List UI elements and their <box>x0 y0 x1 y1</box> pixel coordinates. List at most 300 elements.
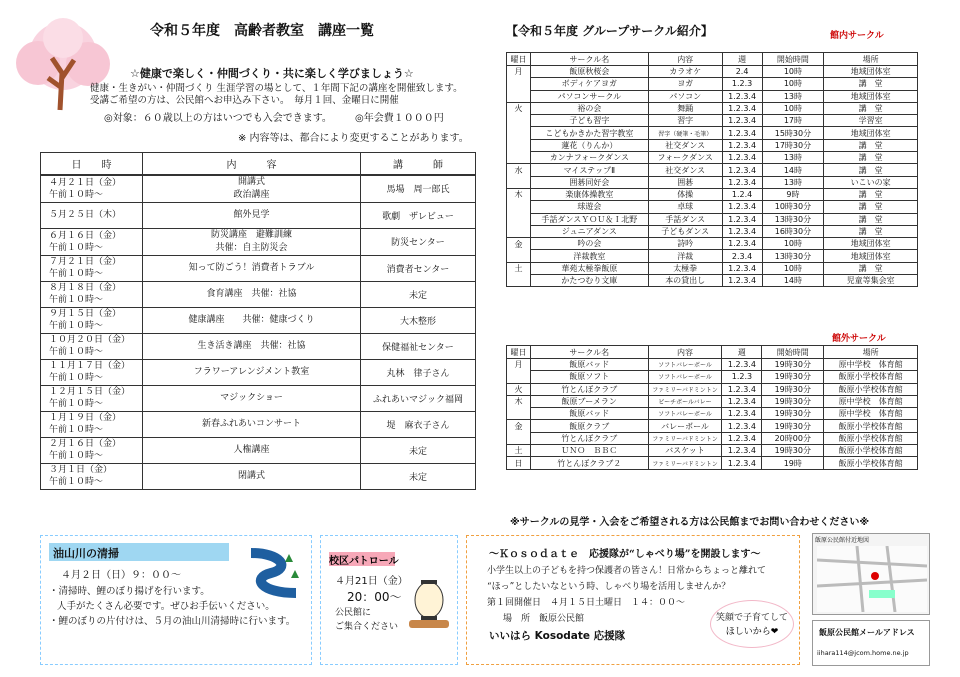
circle-place: 地域団体室 <box>824 127 918 139</box>
circle-place: 講 堂 <box>824 188 918 200</box>
slogan: ☆健康で楽しく・仲間づくり・共に楽しく学びましょう☆ <box>130 67 414 80</box>
page-title: 令和５年度 高齢者教室 講座一覧 <box>150 23 374 39</box>
circle-content: ソフトバレーボール <box>648 359 722 371</box>
circle-place: 地域団体室 <box>824 238 918 250</box>
circle-week: 1.2.3.4 <box>722 102 762 114</box>
circle-name: 飯原秋桜会 <box>530 66 648 78</box>
circle-start: 19時30分 <box>762 445 824 457</box>
circle-name: 飯原バッド <box>530 408 648 420</box>
circle-content: 社交ダンス <box>648 164 722 176</box>
circle-header: 曜日 <box>507 346 531 359</box>
circle-place: 飯原小学校体育館 <box>824 371 918 383</box>
circle-content: 洋裁 <box>648 250 722 262</box>
circle-place: 講 堂 <box>824 213 918 225</box>
circle-week: 2.4 <box>722 66 762 78</box>
circle-week: 1.2.3.4 <box>722 420 762 432</box>
kosodate-title: ～Ｋｏｓｏｄａｔｅ 応援隊が“しゃべり場”を開設します～ <box>489 549 761 560</box>
circle-content: 太極拳 <box>648 262 722 274</box>
circle-header: 場所 <box>824 346 918 359</box>
circle-row <box>507 201 918 213</box>
circle-content: パソコン <box>648 90 722 102</box>
circle-place: 講 堂 <box>824 164 918 176</box>
circle-start: 17時30分 <box>762 139 824 151</box>
lecture-content: 人権講座 <box>143 437 361 463</box>
river-line-1: ・清掃時、鯉のぼり揚げを行います。 <box>49 586 210 597</box>
lecture-time: 午前１０時～ <box>49 399 104 409</box>
circle-place: 地域団体室 <box>824 66 918 78</box>
circle-start: 14時 <box>762 275 824 287</box>
circle-start: 19時30分 <box>762 371 824 383</box>
river-line-2: 人手がたくさん必要です。ぜひお手伝いください。 <box>57 601 275 612</box>
circle-row <box>507 102 918 114</box>
lecture-teacher: 未定 <box>361 281 476 307</box>
circle-row <box>507 432 918 444</box>
circle-week: 1.2.3.4 <box>722 201 762 213</box>
circle-content: ソフトバレーボール <box>648 371 722 383</box>
circle-name: 竹とんぼクラブ２ <box>530 457 648 469</box>
circle-start: 17時 <box>762 115 824 127</box>
lecture-content: 食育講座 共催：社協 <box>143 281 361 307</box>
inside-circle-table <box>506 52 918 287</box>
circle-start: 20時00分 <box>762 432 824 444</box>
lecture-date: １０月２０日（金） <box>49 335 131 345</box>
circle-row <box>507 127 918 139</box>
circle-start: 19時30分 <box>762 383 824 395</box>
kosodate-line-3: 第１回開催日 ４月１５日土曜日 １４：００～ <box>487 598 686 608</box>
circle-day: 木 <box>507 395 531 407</box>
lecture-date-cell <box>41 175 143 203</box>
circle-name: 蓮花（りんか） <box>530 139 648 151</box>
patrol-line-2: ご集合ください <box>335 622 399 632</box>
circle-content: ソフトバレーボール <box>648 408 722 420</box>
circle-week: 1.2.3.4 <box>722 115 762 127</box>
circle-row <box>507 383 918 395</box>
lecture-teacher: 未定 <box>361 437 476 463</box>
circle-place: 講 堂 <box>824 139 918 151</box>
circle-row <box>507 78 918 90</box>
circle-week: 1.2.3.4 <box>722 457 762 469</box>
patrol-date: ４月21日（金） <box>335 576 408 587</box>
circle-start: 10時 <box>762 238 824 250</box>
circle-name: 飯原バッド <box>530 359 648 371</box>
lecture-content: 生き活き講座 共催：社協 <box>143 333 361 359</box>
circle-name: 子ども習字 <box>530 115 648 127</box>
circle-day: 月 <box>507 66 531 78</box>
circle-start: 14時 <box>762 164 824 176</box>
circle-content: 習字 <box>648 115 722 127</box>
circle-header: サークル名 <box>530 53 648 66</box>
lecture-row <box>41 281 476 307</box>
circle-week: 1.2.3.4 <box>722 445 762 457</box>
circle-content: 子どもダンス <box>648 225 722 237</box>
circle-row <box>507 225 918 237</box>
circle-week: 1.2.3.4 <box>722 127 762 139</box>
lecture-row <box>41 307 476 333</box>
lecture-row <box>41 385 476 411</box>
circle-header: 週 <box>722 53 762 66</box>
circle-place: 講 堂 <box>824 225 918 237</box>
circle-row <box>507 250 918 262</box>
circle-start: 15時30分 <box>762 127 824 139</box>
circle-row <box>507 457 918 469</box>
circle-day: 水 <box>507 164 531 176</box>
circle-content: ファミリーバドミントン <box>648 457 722 469</box>
circle-day: 日 <box>507 457 531 469</box>
kosodate-line-4: 場 所 飯原公民館 <box>503 614 585 624</box>
circle-day <box>507 139 531 151</box>
circle-name: 飯原ブーメラン <box>530 395 648 407</box>
lecture-date-cell <box>41 359 143 385</box>
patrol-time: 20：00～ <box>347 590 402 604</box>
circle-name: 手話ダンスＹＯＵ＆Ｉ北野 <box>530 213 648 225</box>
circle-week: 1.2.3.4 <box>722 262 762 274</box>
circle-content: 社交ダンス <box>648 139 722 151</box>
lecture-date-cell <box>41 202 143 228</box>
circle-place: 講 堂 <box>824 262 918 274</box>
col-teacher: 講 師 <box>361 153 476 175</box>
lecture-row <box>41 202 476 228</box>
circle-name: 華苑太極拳飯原 <box>530 262 648 274</box>
circle-name: 裕の会 <box>530 102 648 114</box>
kosodate-line-2: “ほっ”としたいなという時、しゃべり場を活用しませんか？ <box>487 582 731 592</box>
circle-start: 10時 <box>762 66 824 78</box>
lecture-time: 午前１０時～ <box>49 425 104 435</box>
circle-start: 9時 <box>762 188 824 200</box>
circle-place: 飯原小学校体育館 <box>824 432 918 444</box>
circle-day: 火 <box>507 383 531 395</box>
circle-place: いこいの家 <box>824 176 918 188</box>
lecture-date: ６月１６日（金） <box>49 230 122 241</box>
circle-start: 19時30分 <box>762 359 824 371</box>
contact-label: 飯原公民館メールアドレス <box>819 628 915 637</box>
circle-header: サークル名 <box>530 346 648 359</box>
patrol-box <box>320 535 458 665</box>
lecture-date-cell <box>41 333 143 359</box>
lecture-content: 防災講座 避難訓練 共催：自主防災会 <box>143 228 361 255</box>
circle-title: 【令和５年度 グループサークル紹介】 <box>506 24 713 38</box>
circle-content: ファミリーバドミントン <box>648 383 722 395</box>
lecture-date: １１月１７日（金） <box>49 361 131 371</box>
circle-day: 金 <box>507 420 531 432</box>
circle-name: 吟の会 <box>530 238 648 250</box>
circle-week: 1.2.3.4 <box>722 383 762 395</box>
circle-content: 体操 <box>648 188 722 200</box>
river-cleanup-box <box>40 535 312 665</box>
river-details <box>49 584 295 629</box>
circle-content: 本の貸出し <box>648 275 722 287</box>
lecture-time: 午前１０時～ <box>49 189 104 200</box>
circle-row <box>507 115 918 127</box>
lecture-teacher: 歌劇 ザレビュー <box>361 202 476 228</box>
circle-place: 飯原小学校体育館 <box>824 445 918 457</box>
lecture-time: 午前１０時～ <box>49 269 104 279</box>
circle-place: 飯原小学校体育館 <box>824 420 918 432</box>
circle-place: 講 堂 <box>824 102 918 114</box>
circle-week: 1.2.3.4 <box>722 164 762 176</box>
lecture-teacher: 堤 麻衣子さん <box>361 411 476 437</box>
circle-week: 1.2.3.4 <box>722 90 762 102</box>
circle-row <box>507 408 918 420</box>
circle-week: 1.2.3.4 <box>722 139 762 151</box>
lecture-time: 午前１０時～ <box>49 373 104 383</box>
circle-name: マイステップⅡ <box>530 164 648 176</box>
speech-bubble <box>710 600 794 648</box>
patrol-title: 校区パトロール <box>329 556 399 567</box>
circle-row <box>507 188 918 200</box>
lecture-date-cell <box>41 463 143 489</box>
circle-week: 1.2.3.4 <box>722 176 762 188</box>
outside-circle-label: 館外サークル <box>832 334 886 344</box>
bubble-line-2: ほしいから❤ <box>725 627 779 637</box>
contact-email: iihara114@jcom.home.ne.jp <box>817 649 909 657</box>
circle-content: 手話ダンス <box>648 213 722 225</box>
lecture-date: ２月１６日（金） <box>49 439 122 449</box>
lecture-time: 午前１０時～ <box>49 242 104 253</box>
circle-header: 週 <box>722 346 762 359</box>
circle-row <box>507 359 918 371</box>
circle-header: 開始時間 <box>762 346 824 359</box>
map-label: 飯原公民館付近地図 <box>815 537 870 544</box>
circle-day <box>507 201 531 213</box>
circle-name: 楽康体操教室 <box>530 188 648 200</box>
circle-week: 1.2.3.4 <box>722 275 762 287</box>
lecture-table <box>40 152 476 490</box>
circle-day: 月 <box>507 359 531 371</box>
map-icon <box>817 546 927 612</box>
circle-day <box>507 371 531 383</box>
circle-row <box>507 445 918 457</box>
circle-place: 児童等集会室 <box>824 275 918 287</box>
circle-place: 地域団体室 <box>824 250 918 262</box>
circle-name: カンナフォークダンス <box>530 152 648 164</box>
circle-name: 竹とんぼクラブ <box>530 432 648 444</box>
circle-start: 13時 <box>762 152 824 164</box>
intro <box>90 83 490 107</box>
lecture-content: 館外見学 <box>143 202 361 228</box>
circle-row <box>507 395 918 407</box>
circle-content: ファミリーバドミントン <box>648 432 722 444</box>
change-note: ※ 内容等は、都合により変更することがあります。 <box>238 133 469 144</box>
circle-place: 飯原小学校体育館 <box>824 457 918 469</box>
river-line-3: ・鯉のぼりの片付けは、５月の油山川清掃時に行います。 <box>49 616 296 627</box>
circle-day: 土 <box>507 445 531 457</box>
circle-start: 13時 <box>762 90 824 102</box>
circle-place: 飯原小学校体育館 <box>824 383 918 395</box>
patrol-details <box>335 606 398 634</box>
circle-week: 1.2.3.4 <box>722 152 762 164</box>
circle-name: かたつむり文庫 <box>530 275 648 287</box>
circle-name: 飯原ソフト <box>530 371 648 383</box>
area-map <box>812 533 930 615</box>
circle-name: 洋裁教室 <box>530 250 648 262</box>
circle-day <box>507 213 531 225</box>
circle-day <box>507 275 531 287</box>
inside-circle-label: 館内サークル <box>830 31 884 41</box>
circle-week: 1.2.3.4 <box>722 359 762 371</box>
circle-content: バスケット <box>648 445 722 457</box>
circle-row <box>507 66 918 78</box>
circle-row <box>507 262 918 274</box>
contact-box <box>812 620 930 666</box>
circle-start: 16時30分 <box>762 225 824 237</box>
circle-week: 1.2.3.4 <box>722 395 762 407</box>
circle-day <box>507 176 531 188</box>
lecture-date: ３月１日（金） <box>49 465 113 475</box>
lecture-date: ９月１５日（金） <box>49 309 122 319</box>
circle-day <box>507 127 531 139</box>
lecture-row <box>41 359 476 385</box>
lecture-teacher: 消費者センター <box>361 255 476 281</box>
circle-start: 10時 <box>762 102 824 114</box>
lecture-date: ４月２１日（金） <box>49 177 122 188</box>
lecture-date-cell <box>41 411 143 437</box>
circle-row <box>507 139 918 151</box>
circle-day: 金 <box>507 238 531 250</box>
lecture-content: 健康講座 共催：健康づくり <box>143 307 361 333</box>
circle-start: 19時30分 <box>762 420 824 432</box>
lecture-content: 知って防ごう！消費者トラブル <box>143 255 361 281</box>
lecture-content: 開講式 政治講座 <box>143 175 361 203</box>
circle-row <box>507 90 918 102</box>
col-content: 内 容 <box>143 153 361 175</box>
lecture-teacher: 丸林 律子さん <box>361 359 476 385</box>
lecture-teacher: ふれあいマジック福岡 <box>361 385 476 411</box>
lecture-time: 午前１０時～ <box>49 477 104 487</box>
lecture-row <box>41 437 476 463</box>
circle-start: 10時30分 <box>762 201 824 213</box>
lecture-date: １月１９日（金） <box>49 413 122 423</box>
circle-week: 1.2.3 <box>722 78 762 90</box>
lecture-date-cell <box>41 307 143 333</box>
circle-row <box>507 238 918 250</box>
circle-day <box>507 225 531 237</box>
circle-place: 原中学校 体育館 <box>824 408 918 420</box>
circle-day: 土 <box>507 262 531 274</box>
circle-place: 地域団体室 <box>824 90 918 102</box>
circle-place: 原中学校 体育館 <box>824 395 918 407</box>
circle-name: 飯原クラブ <box>530 420 648 432</box>
lecture-row <box>41 333 476 359</box>
circle-name: 球遊会 <box>530 201 648 213</box>
lecture-content: フラワーアレンジメント教室 <box>143 359 361 385</box>
circle-header: 場所 <box>824 53 918 66</box>
lecture-row <box>41 228 476 255</box>
lecture-teacher: 馬場 周一郎氏 <box>361 175 476 203</box>
lecture-teacher: 大木整形 <box>361 307 476 333</box>
lecture-time: 午前１０時～ <box>49 295 104 305</box>
lantern-icon <box>407 576 451 630</box>
circle-row <box>507 152 918 164</box>
circle-start: 13時 <box>762 176 824 188</box>
circle-name: 竹とんぼクラブ <box>530 383 648 395</box>
river-date: ４月２日（日）９：００～ <box>61 570 181 581</box>
circle-content: 舞踊 <box>648 102 722 114</box>
lecture-time: 午前１０時～ <box>49 321 104 331</box>
circle-row <box>507 176 918 188</box>
circle-day <box>507 250 531 262</box>
circle-week: 1.2.3 <box>722 371 762 383</box>
circle-place: 講 堂 <box>824 152 918 164</box>
circle-row <box>507 213 918 225</box>
lecture-row <box>41 411 476 437</box>
circle-name: こどもかきかた習字教室 <box>530 127 648 139</box>
circle-week: 1.2.3.4 <box>722 213 762 225</box>
circle-place: 学習室 <box>824 115 918 127</box>
circle-content: バレーボール <box>648 420 722 432</box>
lecture-content: マジックショー <box>143 385 361 411</box>
col-date: 日 時 <box>41 153 143 175</box>
lecture-date: ８月１８日（金） <box>49 283 122 293</box>
lecture-teacher: 保健福祉センター <box>361 333 476 359</box>
lecture-teacher: 防災センター <box>361 228 476 255</box>
circle-place: 講 堂 <box>824 201 918 213</box>
circle-row <box>507 371 918 383</box>
circle-row <box>507 420 918 432</box>
river-title: 油山川の清掃 <box>53 547 119 560</box>
lecture-date: ７月２１日（金） <box>49 257 122 267</box>
circle-day: 木 <box>507 188 531 200</box>
circle-header: 開始時間 <box>762 53 824 66</box>
circle-week: 1.2.3.4 <box>722 225 762 237</box>
circle-start: 19時 <box>762 457 824 469</box>
circle-name: 囲碁同好会 <box>530 176 648 188</box>
circle-day <box>507 152 531 164</box>
circle-day <box>507 90 531 102</box>
circle-content: カラオケ <box>648 66 722 78</box>
lecture-date-cell <box>41 228 143 255</box>
circle-place: 原中学校 体育館 <box>824 359 918 371</box>
circle-row <box>507 275 918 287</box>
circle-row <box>507 164 918 176</box>
circle-header: 内容 <box>648 53 722 66</box>
circle-start: 13時30分 <box>762 250 824 262</box>
lecture-date-cell <box>41 385 143 411</box>
circle-week: 1.2.3.4 <box>722 238 762 250</box>
lecture-teacher: 未定 <box>361 463 476 489</box>
lecture-time: 午前１０時～ <box>49 451 104 461</box>
intro-line-2: 受講ご希望の方は、公民館へお申込み下さい。 毎月１回、金曜日に開催 <box>90 95 399 106</box>
circle-content: ビーチボールバレー <box>648 395 722 407</box>
circle-week: 1.2.4 <box>722 188 762 200</box>
target-text: ◎対象：６０歳以上の方はいつでも入会できます。 <box>104 113 332 124</box>
circle-day: 火 <box>507 102 531 114</box>
circle-start: 10時 <box>762 78 824 90</box>
circle-name: ボディケアヨガ <box>530 78 648 90</box>
circle-start: 19時30分 <box>762 408 824 420</box>
lecture-date-cell <box>41 255 143 281</box>
lecture-row <box>41 255 476 281</box>
circle-start: 10時 <box>762 262 824 274</box>
patrol-line-1: 公民館に <box>335 608 372 618</box>
circle-header: 内容 <box>648 346 722 359</box>
circle-day <box>507 78 531 90</box>
lecture-time: 午前１０時～ <box>49 347 104 357</box>
circle-name: ＵＮＯ ＢＢＣ <box>530 445 648 457</box>
circle-name: ジュニアダンス <box>530 225 648 237</box>
circle-content: ヨガ <box>648 78 722 90</box>
circle-day <box>507 432 531 444</box>
lecture-date-cell <box>41 281 143 307</box>
lecture-date: ５月２５日（木） <box>49 210 122 220</box>
fee-text: ◎年会費１０００円 <box>355 113 444 124</box>
circle-week: 2.3.4 <box>722 250 762 262</box>
circle-content: 卓球 <box>648 201 722 213</box>
circle-place: 講 堂 <box>824 78 918 90</box>
circle-content: 詩吟 <box>648 238 722 250</box>
circle-name: パソコンサークル <box>530 90 648 102</box>
lecture-date: １２月１５日（金） <box>49 387 131 397</box>
circle-week: 1.2.3.4 <box>722 408 762 420</box>
